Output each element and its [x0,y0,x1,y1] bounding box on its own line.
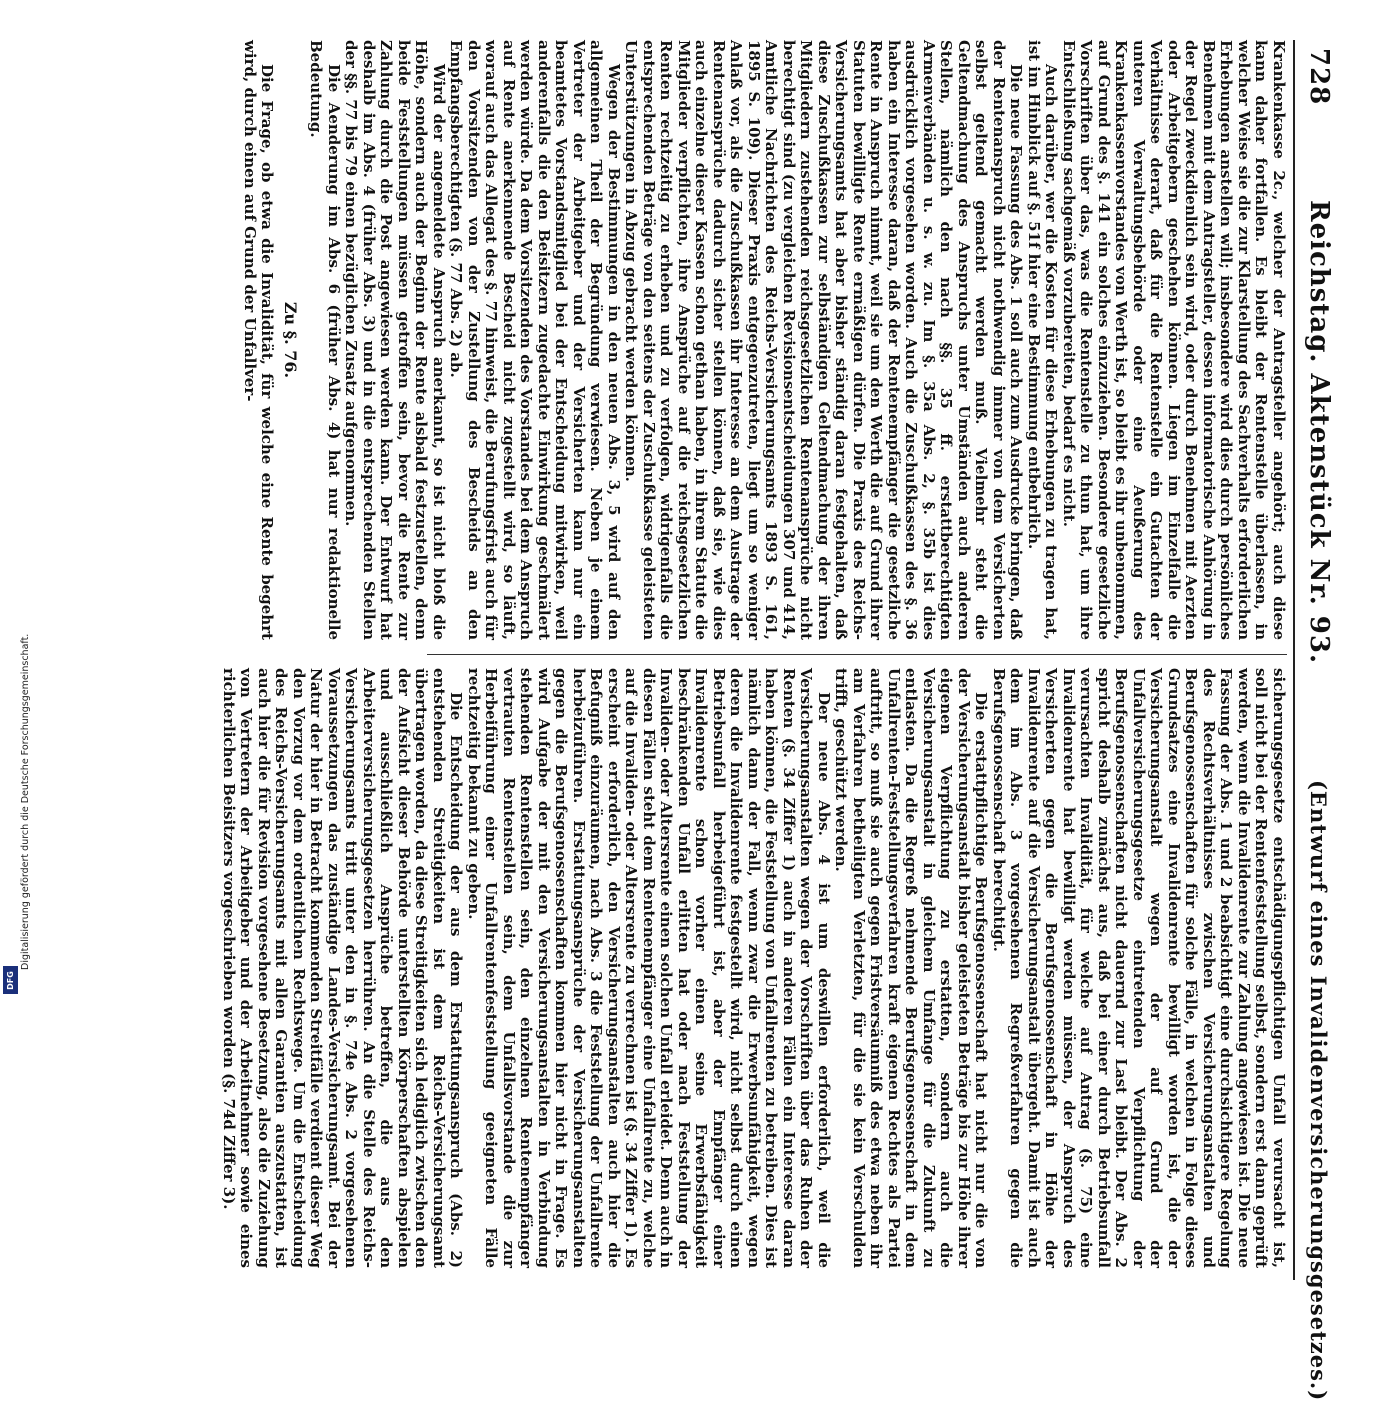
dfg-logo: DFG [3,966,18,994]
right-column [220,668,1288,1268]
column-divider [427,654,1287,655]
paragraph: Auch darüber, wer die Kosten für diese Erhebungen zu tragen hat, ist im Hinblick auf §. 51f hier eine Bestimmung entbehrlich. [1025,40,1061,640]
document-sheet [79,40,1339,1401]
paragraph: Wegen der Bestimmungen in den neuen Abs. 3, 5 wird auf den allgemeinen Theil der Begründung verwiesen. Neben je einem Vertreter der Arbeitgeber und der Versicherten kann nur ein beamtetes Vorstandsmitglied bei der Entscheidung mitwirken, weil anderenfalls die den Beisitzern zugedachte Einwirkung geschmälert werden würde. Da dem Vorsitzenden des Vorstandes bei dem Anspruch auf Rente anerkennende Bescheid nicht zugestellt wird, so läuft, worauf auch das Allegat des §. 77 hinweist, die Berufungsfrist auch für den Vorsitzenden von der Zustellung des Bescheids an den Empfangsberechtigten (§. 77 Abs. 2) ab. [447,40,623,640]
page-header [1299,40,1339,1401]
header-rule [1293,40,1295,1280]
left-column [241,40,1288,640]
page-number: 728 [1304,48,1334,106]
paragraph: sicherungsgesetze entschädigungspflichtigen Unfall verursacht ist, soll nicht bei der Rentenfeststellung selbst, sondern erst dann geprüft werden, wenn die Invalidenrente zur Zahlung angewiesen ist. Die neue Fassung der Abs. 1 und 2 beabsichtigt eine durchsichtigere Regelung des Rechtsverhältnisses zwischen Versicherungsanstalten und Berufsgenossenschaften für solche Fälle, in welchen in Folge dieses Grundsatzes eine Invalidenrente bewilligt worden ist, die der Versicherungsanstalt wegen der auf Grund der Unfallversicherungsgesetze eintretenden Verpflichtung der Berufsgenossenschaften nicht dauernd zur Last bleibt. Der Abs. 2 spricht deshalb zunächst aus, daß bei einer durch Betriebsunfall verursachten Invalidität, für welche auf Antrag (§. 75) eine Invalidenrente hat bewilligt werden müssen, der Anspruch des Versicherten gegen die Berufsgenossenschaft in Höhe der Invalidenrente auf die Versicherungsanstalt übergeht. Damit ist auch dem im Abs. 3 vorgesehenen Regreßverfahren gegen die Berufsgenossenschaft berechtigt. [990,668,1288,1268]
digitization-credit [4,540,31,1000]
paragraph: Die Entscheidung der aus dem Erstattungsanspruch (Abs. 2) entstehenden Streitigkeiten ist dem Reichs-Versicherungsamt übertragen worden, da diese Streitigkeiten sich lediglich zwischen den der Aufsicht dieser Behörde unterstellten Körperschaften abspielen und ausschließlich Ansprüche betreffen, die aus den Arbeiterversicherungsgesetzen herrühren. An die Stelle des Reichs-Versicherungsamts tritt unter den in §. 74e Abs. 2 vorgesehenen Voraussetzungen das zuständige Landes-Versicherungsamt. Bei der Natur der hier in Betracht kommenden Streitfälle verdient dieser Weg den Vorzug vor dem ordentlichen Rechtswege. Um die Entscheidung des Reichs-Versicherungsamts mit allen Garantien auszustatten, ist auch hier die für Revision vorgesehene Besetzung, also die Zuziehung von Vertretern der Arbeitgeber und der Arbeitnehmer sowie eines richterlichen Beisitzers vorgeschrieben worden (§. 74d Ziffer 3). [220,668,466,1268]
credit-text: Digitalisierung gefördert durch die Deutsche Forschungsgemeinschaft. [20,633,31,970]
paragraph: Die neue Fassung des Abs. 1 soll auch zum Ausdrucke bringen, daß der Rentenanspruch nicht nothwendig immer von dem Versicherten selbst geltend gemacht werden muß. Vielmehr steht die Geltendmachung des Anspruchs unter Umständen auch anderen Stellen, nämlich den nach §§. 35 ff. erstattberechtigten Armenverbänden u. s. w. zu. Im §. 35a Abs. 2, §. 35b ist dies ausdrücklich vorgesehen worden. Auch die Zuschußkassen des §. 36 haben ein Interesse daran, daß der Rentenempfänger die gesetzliche Rente in Anspruch nimmt, weil sie um den Werth die auf Grund ihrer Statuten bewilligte Rente ermäßigen dürfen. Die Praxis des Reichs-Versicherungsamts hat aber bisher ständig daran festgehalten, daß diese Zuschußkassen zur selbständigen Geltendmachung der ihren Mitgliedern zustehenden reichsgesetzlichen Rentenansprüche nicht berechtigt sind (zu vergleichen Revisionsentscheidungen 307 und 414, Amtliche Nachrichten des Reichs-Versicherungsamts 1893 S. 161, 1895 S. 109). Dieser Praxis entgegenzutreten, liegt um so weniger Anlaß vor, als die Zuschußkassen ihr Interesse an dem Austrage der Rentenansprüche dadurch sicher stellen können, daß sie, wie dies auch einzelne dieser Kassen schon gethan haben, in ihrem Statute die Mitglieder verpflichten, ihre Ansprüche auf die reichsgesetzlichen Renten rechtzeitig zu erheben und zu verfolgen, widrigenfalls die entsprechenden Beträge von den seitens der Zuschußkasse geleisteten Unterstützungen in Abzug gebracht werden können. [622,40,1026,640]
paragraph: Krankenkasse 2c., welcher der Antragsteller angehört; auch diese kann daher fortfallen. Es bleibt der Rentenstelle überlassen, in welcher Weise sie die zur Klarstellung des Sachverhalts erforderlichen Erhebungen anstellen will; insbesondere wird dies durch persönliches Benehmen mit dem Antragsteller, dessen informatorische Anhörung in der Regel zweckdienlich sein wird, oder durch Benehmen mit Aerzten oder Arbeitgebern geschehen können. Liegen im Einzelfalle die Verhältnisse derart, daß für die Rentenstelle ein Gutachten der unteren Verwaltungsbehörde oder eine Aeußerung des Krankenkassenvorstandes von Werth ist, so bleibt es ihr unbenommen, auf Grund des §. 141 ein solches einzuziehen. Besondere gesetzliche Vorschriften über das, was die Rentenstelle zu thun hat, um ihre Entschließung sachgemäß vorzubereiten, bedarf es nicht. [1060,40,1288,640]
scanned-page [44,40,1344,1401]
paragraph: Die Frage, ob etwa die Invalidität, für welche eine Rente begehrt wird, durch einen auf Grund der Unfallver- [241,40,277,640]
paragraph: Die erstattpflichtige Berufsgenossenschaft hat nicht nur die von der Versicherungsanstalt bisher geleisteten Beträge bis zur Höhe ihrer eigenen Verpflichtung zu erstatten, sondern auch die Versicherungsanstalt in gleichem Umfange für die Zukunft zu entlasten. Da die Regreß nehmende Berufsgenossenschaft in dem Unfallrenten-Feststellungsverfahren kraft eigenen Rechtes als Partei auftritt, so muß sie auch gegen Fristversäumniß des etwa neben ihr am Verfahren betheiligten Verletzten, für die sie kein Verschulden trifft, geschützt werden. [832,668,991,1268]
section-heading: Zu §. 76. [281,301,300,379]
paragraph: Die Aenderung im Abs. 6 (früher Abs. 4) hat nur redaktionelle Bedeutung. [307,40,343,640]
header-left-title: Reichstag. Aktenstück Nr. 93. [1304,200,1334,665]
paragraph: Wird der angemeldete Anspruch anerkannt, so ist nicht bloß die Höhe, sondern auch der Beginn der Rente alsbald festzustellen, denn beide Feststellungen müssen getroffen sein, bevor die Rente zur Zahlung durch die Post angewiesen werden kann. Der Entwurf hat deshalb im Abs. 4 (früher Abs. 3) und in die entsprechenden Stellen der §§. 77 bis 79 einen bezüglichen Zusatz aufgenommen. [342,40,448,640]
paragraph: Der neue Abs. 4 ist um deswillen erforderlich, weil die Versicherungsanstalten wegen der Vorschriften über das Ruhen der Renten (§. 34 Ziffer 1) auch in anderen Fällen ein Interesse daran haben können, die Feststellung von Unfallrenten zu betreiben. Dies ist nämlich dann der Fall, wenn zwar die Erwerbsunfähigkeit, wegen deren die Invalidenrente festgestellt wird, nicht selbst durch einen Betriebsunfall herbeigeführt ist, aber der Empfänger einer Invalidenrente schon vorher einen seine Erwerbsfähigkeit beschränkenden Unfall erlitten hat oder nach Feststellung der Invaliden- oder Altersrente einen solchen Unfall erleidet. Denn auch in diesen Fällen steht dem Rentenempfänger eine Unfallrente zu, welche auf die Invaliden- oder Altersrente zu verrechnen ist (§. 34 Ziffer 1). Es erscheint erforderlich, den Versicherungsanstalten auch hier die Befugniß einzuräumen, nach Abs. 3 die Feststellung der Unfallrente herbeizuführen. Erstattungsansprüche der Versicherungsanstalten gegen die Berufsgenossenschaften kommen hier nicht in Frage. Es wird Aufgabe der mit den Versicherungsanstalten in Verbindung stehenden Rentenstellen sein, den einzelnen Rentenempfänger vertrauten Rentenstellen sein, dem Unfallsvorstande die zur Herbeiführung einer Unfallrentenfeststellung geeigneten Fälle rechtzeitig bekannt zu geben. [465,668,833,1268]
header-right-title: (Entwurf eines Invalidenversicherungsgesetzes.) [1306,780,1332,1401]
